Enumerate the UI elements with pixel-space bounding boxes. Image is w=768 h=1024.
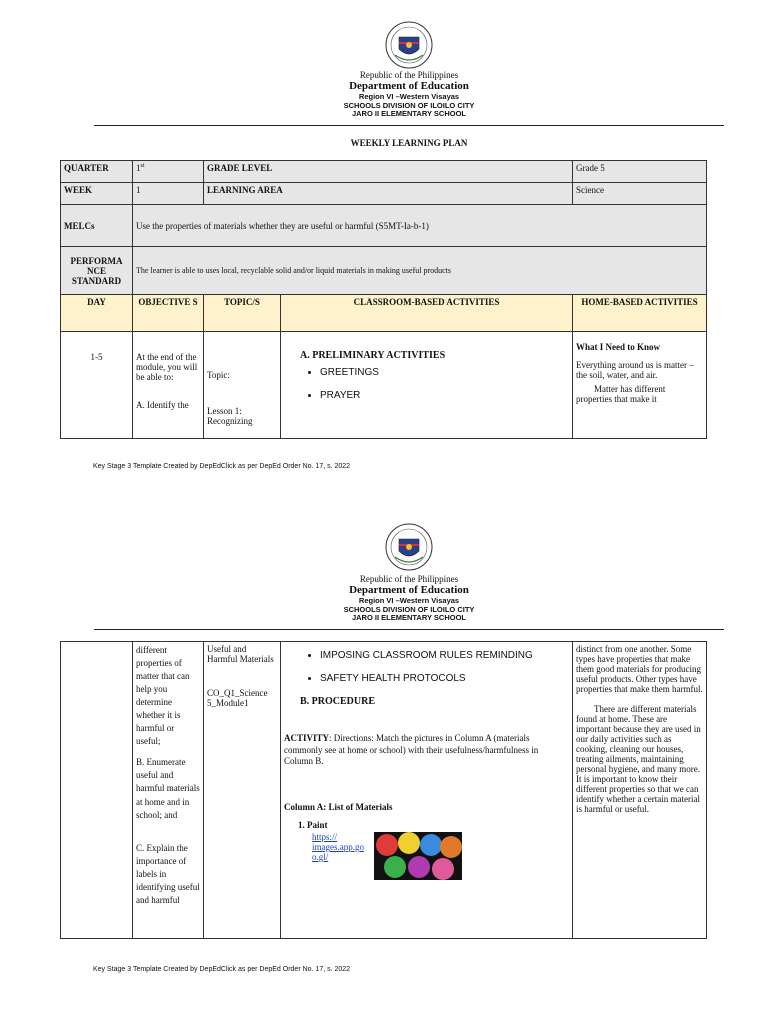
day-header: DAY — [61, 295, 133, 332]
melcs-value: Use the properties of materials whether they are useful or harmful (S5MT-Ia-b-1) — [133, 205, 707, 247]
plan-title: WEEKLY LEARNING PLAN — [350, 138, 468, 148]
region-text: Region VI –Western Visayas — [358, 595, 460, 605]
plan-table-page-2 — [60, 641, 707, 939]
plan-table-page-1 — [60, 160, 707, 439]
area-value: Science — [573, 183, 707, 205]
column-header-row — [61, 295, 707, 332]
home-paragraph-4: There are different materials found at home. These are important because they are used in our daily activities such as cooking, cleaning our houses, treating ailments, maintaining personal hygiene, and many more. It is important to know their different properties so that we can identify whether a certain material is harmful or useful. — [576, 704, 701, 814]
performance-row — [61, 247, 707, 295]
republic-text: Republic of the Philippines — [359, 574, 459, 584]
topics-cell — [204, 642, 281, 939]
objectives-cell — [133, 642, 204, 939]
footer-note: Key Stage 3 Template Created by DepEdClick as per DepEd Order No. 17, s. 2022 — [93, 966, 351, 973]
header-divider — [94, 629, 724, 630]
performance-value: The learner is able to uses local, recyclable solid and/or liquid materials in making useful products — [133, 247, 707, 295]
quarter-row — [61, 161, 707, 183]
material-item-1: 1. Paint — [298, 820, 328, 831]
activity-text: : Directions: Match the pictures in Column A (materials commonly see at home or school) with their usefulness/harmfulness in Column B. — [284, 733, 539, 767]
home-paragraph-2: Matter has different properties that make it — [576, 384, 666, 404]
header-divider — [94, 125, 724, 126]
home-header: HOME-BASED ACTIVITIES — [573, 295, 707, 332]
home-paragraph-1: Everything around us is matter – the soil, water, and air. — [576, 360, 694, 380]
greetings-item: • GREETINGS — [320, 367, 569, 378]
department-text: Department of Education — [349, 584, 469, 597]
objective-b: B. Enumerate useful and harmful materials at home and in school; and — [136, 757, 200, 820]
deped-seal-icon — [385, 21, 433, 69]
topic-label: Topic: — [207, 370, 230, 380]
activity-row-continued — [61, 642, 707, 939]
school-text: JARO II ELEMENTARY SCHOOL — [351, 109, 467, 119]
home-heading: What I Need to Know — [576, 342, 661, 352]
document-header — [0, 70, 768, 119]
quarter-label: QUARTER — [61, 161, 133, 183]
department-text: Department of Education — [349, 80, 469, 93]
melcs-label: MELCs — [61, 205, 133, 247]
column-a-heading: Column A: List of Materials — [284, 802, 393, 813]
week-value: 1 — [133, 183, 204, 205]
objectives-cell — [133, 332, 204, 439]
school-text: JARO II ELEMENTARY SCHOOL — [351, 613, 467, 623]
rules-item: • IMPOSING CLASSROOM RULES REMINDING — [320, 650, 569, 661]
activity-row — [61, 332, 707, 439]
grade-label: GRADE LEVEL — [204, 161, 573, 183]
quarter-value: 1st — [133, 161, 204, 183]
activity-label: ACTIVITY — [284, 733, 330, 743]
performance-label: PERFORMA NCE STANDARD — [61, 247, 133, 295]
preliminary-heading: A. PRELIMINARY ACTIVITIES — [300, 350, 446, 361]
paint-cans-image — [374, 832, 462, 880]
prayer-item: • PRAYER — [320, 390, 569, 401]
division-text: SCHOOLS DIVISION OF ILOILO CITY — [343, 604, 475, 614]
objective-continued: different properties of matter that can help you determine whether it is harmful or useful; — [136, 645, 190, 747]
material-item-1-detail — [284, 832, 569, 880]
paint-image-link[interactable]: https:// images.app.go o.gl/ — [312, 832, 364, 863]
footer-note: Key Stage 3 Template Created by DepEdClick as per DepEd Order No. 17, s. 2022 — [93, 463, 351, 470]
week-label: WEEK — [61, 183, 133, 205]
home-cell — [573, 332, 707, 439]
activity-directions — [284, 733, 569, 768]
classroom-cell — [281, 642, 573, 939]
objectives-header: OBJECTIVE S — [133, 295, 204, 332]
classroom-header: CLASSROOM-BASED ACTIVITIES — [281, 295, 573, 332]
page-2 — [0, 512, 768, 1024]
objective-a: A. Identify the — [136, 400, 189, 410]
area-label: LEARNING AREA — [204, 183, 573, 205]
deped-seal-icon — [385, 523, 433, 571]
preliminary-list — [284, 367, 569, 401]
region-text: Region VI –Western Visayas — [358, 91, 460, 101]
topic-continued: Useful and Harmful Materials — [207, 644, 274, 664]
home-cell — [573, 642, 707, 939]
grade-value: Grade 5 — [573, 161, 707, 183]
day-value: 1-5 — [61, 332, 133, 439]
day-cell — [61, 642, 133, 939]
objective-c: C. Explain the importance of labels in identifying useful and harmful — [136, 842, 200, 905]
lesson-title: Lesson 1: Recognizing — [207, 406, 253, 426]
document-header — [0, 574, 768, 623]
division-text: SCHOOLS DIVISION OF ILOILO CITY — [343, 100, 475, 110]
week-row — [61, 183, 707, 205]
topics-cell — [204, 332, 281, 439]
procedure-heading: B. PROCEDURE — [300, 696, 376, 707]
classroom-cell — [281, 332, 573, 439]
republic-text: Republic of the Philippines — [359, 70, 459, 80]
objective-intro: At the end of the module, you will be able to: — [136, 352, 198, 382]
safety-item: • SAFETY HEALTH PROTOCOLS — [320, 673, 569, 684]
melcs-row — [61, 205, 707, 247]
module-code: CO_Q1_Science 5_Module1 — [207, 688, 268, 708]
topics-header: TOPIC/S — [204, 295, 281, 332]
rules-list — [284, 650, 569, 684]
home-paragraph-3: distinct from one another. Some types have properties that make them good materials for producing useful products. Other types have properties that make them harmful. — [576, 644, 703, 694]
